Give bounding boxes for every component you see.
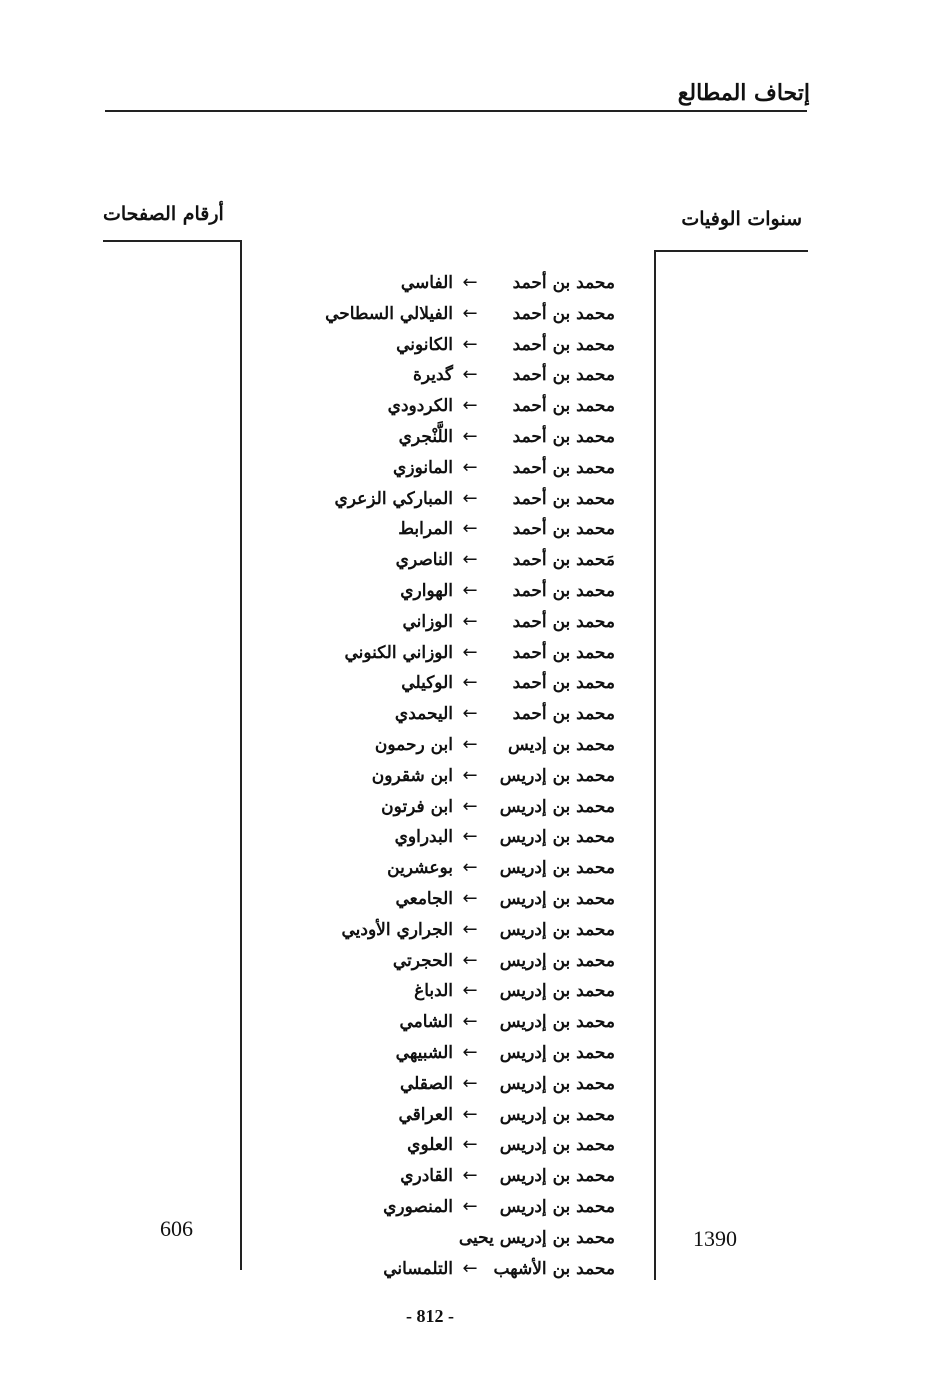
arrow-left-icon: ← [462,395,478,417]
arrow-left-icon: ← [462,918,478,940]
entry-nisba: اللَّنْجري [398,426,453,447]
entry-nisba: العراقي [398,1104,453,1125]
entry-name: محمد بن أحمد [512,488,615,509]
entry-row [270,576,615,607]
years-column-rule-side [654,250,656,1280]
entry-name: محمد بن إدريس [499,1042,615,1063]
entry-nisba: المانوزي [393,457,453,478]
entry-row [270,915,615,946]
entry-name: محمد بن إدريس [499,1073,615,1094]
entry-nisba: الفاسي [400,273,453,293]
entry-row [270,792,615,823]
entry-nisba: التلمساني [383,1258,453,1279]
entry-nisba: الفيلالي السطاحي [325,303,453,324]
entry-row [270,330,615,361]
entry-row [270,730,615,761]
entry-row [270,1192,615,1223]
arrow-left-icon: ← [462,1134,478,1156]
entry-name: محمد بن أحمد [512,704,615,725]
entry-nisba: الجامعي [395,888,453,909]
entry-row [270,607,615,638]
pages-column-rule-top [103,240,242,242]
entry-row [270,1130,615,1161]
entry-name: محمد بن إدريس [499,1135,615,1156]
arrow-left-icon: ← [462,980,478,1002]
entry-nisba: اليحمدي [394,704,453,725]
arrow-left-icon: ← [462,549,478,571]
entry-row [270,884,615,915]
entry-nisba: الصقلي [399,1073,453,1094]
death-year: 1390 [693,1226,737,1251]
entry-nisba: ابن فرتون [381,796,453,817]
entry-name: مَحمد بن أحمد [512,550,615,571]
entry-name: محمد بن إدريس [499,919,615,940]
entry-name: محمد بن أحمد [512,519,615,540]
arrow-left-icon: ← [462,795,478,817]
entry-row [270,1038,615,1069]
entry-nisba: بوعشرين [387,858,453,879]
arrow-left-icon: ← [462,579,478,601]
entry-row [270,1223,615,1254]
arrow-left-icon: ← [462,764,478,786]
arrow-left-icon: ← [462,456,478,478]
entry-name: محمد بن إديس [507,734,615,755]
entry-name: محمد بن إدريس [499,1104,615,1125]
entry-row [270,545,615,576]
entry-name: محمد بن أحمد [512,642,615,663]
entry-name: محمد بن أحمد [512,303,615,324]
entry-nisba: الوزاني [402,611,453,632]
running-head: إتحاف المطالع [677,80,810,106]
entry-nisba: المباركي الزعري [334,488,453,509]
entry-name: محمد بن إدريس [499,765,615,786]
entry-nisba: الناصري [395,550,453,571]
entry-name: محمد بن إدريس [499,858,615,879]
entry-row [270,668,615,699]
entry-nisba: الحجرتي [392,950,453,971]
entry-nisba: القادري [400,1166,453,1187]
arrow-left-icon: ← [462,1041,478,1063]
entry-nisba: ابن شقرون [371,765,453,786]
entry-name: محمد بن إدريس [499,1012,615,1033]
entry-row [270,638,615,669]
years-column-heading: سنوات الوفيات [681,208,802,230]
entry-nisba: الهواري [400,580,453,601]
entry-nisba: ابن رحمون [374,734,453,755]
header-rule [105,110,807,112]
entry-name: محمد بن أحمد [512,365,615,386]
entry-row [270,1100,615,1131]
arrow-left-icon: ← [462,610,478,632]
arrow-left-icon: ← [462,1072,478,1094]
entry-row [270,1254,615,1285]
page-reference: 606 [160,1216,193,1241]
entry-row [270,360,615,391]
entry-name: محمد بن أحمد [512,611,615,632]
arrow-left-icon: ← [462,641,478,663]
pages-column-heading: أرقام الصفحات [103,203,224,225]
entry-nisba: المرابط [398,519,453,540]
entry-name: محمد بن أحمد [512,580,615,601]
entry-name: محمد بن أحمد [512,273,615,293]
entry-name: محمد بن إدريس [499,1196,615,1217]
arrow-left-icon: ← [462,302,478,324]
entry-name: محمد بن إدريس [499,827,615,848]
entry-name: محمد بن أحمد [512,457,615,478]
entry-nisba: البدراوي [394,827,453,848]
entry-name: محمد بن إدريس [499,888,615,909]
entry-nisba: العلوي [407,1135,453,1156]
arrow-left-icon: ← [462,272,478,293]
entry-nisba: الشبيهي [395,1042,453,1063]
entry-nisba: المنصوري [383,1196,453,1217]
entry-name: محمد بن إدريس يحيى [458,1227,615,1248]
arrow-left-icon: ← [462,949,478,971]
entry-nisba: الشامي [399,1012,453,1033]
pages-column-rule-side [240,240,242,1270]
arrow-left-icon: ← [462,1195,478,1217]
entry-name: محمد بن أحمد [512,334,615,355]
entry-row [270,453,615,484]
entry-nisba: الدباغ [414,981,453,1002]
entry-nisba: الجراري الأوديي [341,919,453,940]
entry-name: محمد بن أحمد [512,426,615,447]
entry-row [270,699,615,730]
entry-row [270,761,615,792]
entry-row [270,422,615,453]
entry-nisba: الوكيلي [401,673,453,694]
entry-name: محمد بن إدريس [499,950,615,971]
entry-nisba: گديرة [412,365,453,386]
entry-nisba: الكردودي [387,396,453,417]
entry-row [270,1007,615,1038]
entry-row [270,514,615,545]
entry-name: محمد بن الأشهب [493,1258,615,1279]
page-number: - 812 - [406,1306,454,1326]
entry-row [270,391,615,422]
arrow-left-icon: ← [462,1257,478,1279]
entry-nisba: الوزاني الكنوني [344,642,453,663]
entry-name: محمد بن إدريس [499,981,615,1002]
arrow-left-icon: ← [462,672,478,694]
entry-row [270,1161,615,1192]
arrow-left-icon: ← [462,857,478,879]
entry-row [270,484,615,515]
entry-row [270,946,615,977]
entry-name: محمد بن إدريس [499,796,615,817]
arrow-left-icon: ← [462,1165,478,1187]
arrow-left-icon: ← [462,1103,478,1125]
entry-nisba: الكانوني [396,334,453,355]
entry-name: محمد بن إدريس [499,1166,615,1187]
entry-row [270,853,615,884]
entry-name: محمد بن أحمد [512,673,615,694]
arrow-left-icon: ← [462,425,478,447]
entry-row [270,299,615,330]
entry-row [270,1069,615,1100]
entry-row [270,822,615,853]
entry-row [270,976,615,1007]
arrow-left-icon: ← [462,733,478,755]
arrow-left-icon: ← [462,887,478,909]
arrow-left-icon: ← [462,1011,478,1033]
arrow-left-icon: ← [462,487,478,509]
arrow-left-icon: ← [462,518,478,540]
entry-list [270,268,615,1284]
arrow-left-icon: ← [462,826,478,848]
arrow-left-icon: ← [462,364,478,386]
arrow-left-icon: ← [462,703,478,725]
entry-name: محمد بن أحمد [512,396,615,417]
arrow-left-icon: ← [462,333,478,355]
entry-row [270,268,615,299]
years-column-rule-top [654,250,808,252]
